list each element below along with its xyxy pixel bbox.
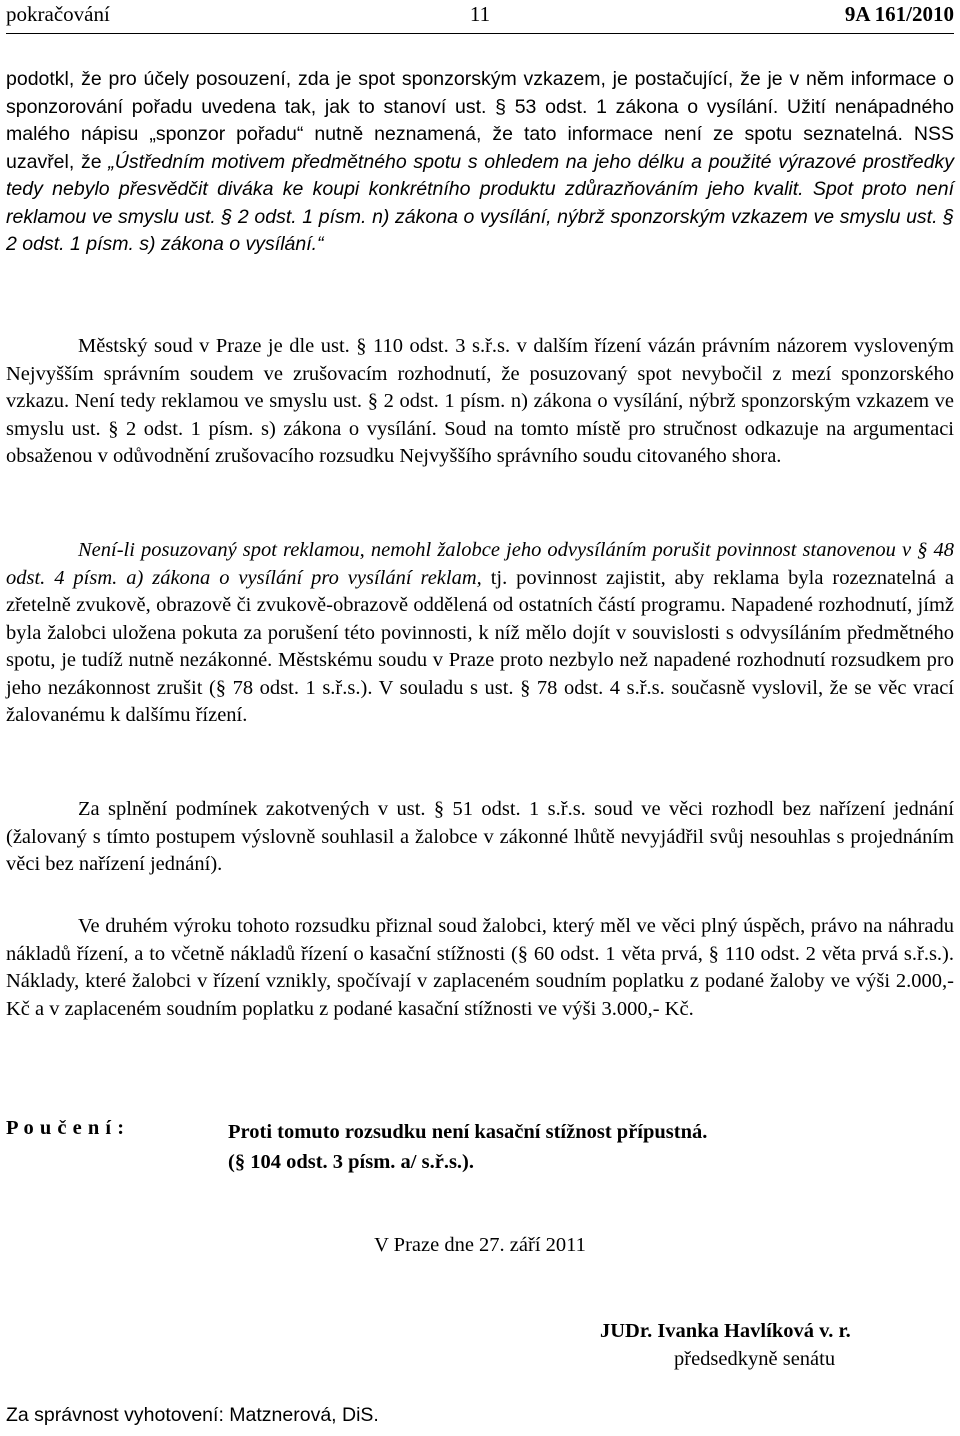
paragraph-bound-by-opinion: Městský soud v Praze je dle ust. § 110 odst. 3 s.ř.s. v dalším řízení vázán právním názorem vysloveným Nejvyšším správním soudem ve zrušovacím rozhodnutí, že posuzovaný spot nevybočil z mezí sponzorského vzkazu. Není tedy reklamou ve smyslu ust. § 2 odst. 1 písm. n) zákona o vysílání, nýbrž sponzorským vzkazem ve smyslu ust. § 2 odst. 1 písm. s) zákona o vysílání. Soud na tomto místě pro stručnost odkazuje na argumentaci obsaženou v odůvodnění zrušovacího rozsudku Nejvyššího správního soudu citovaného shora. bbox=[6, 335, 954, 467]
place-and-date: V Praze dne 27. září 2011 bbox=[374, 1234, 586, 1256]
judge-name: JUDr. Ivanka Havlíková v. r. bbox=[600, 1320, 851, 1342]
italic-statement: Není-li posuzovaný spot reklamou, nemohl žalobce jeho odvysíláním porušit povinnost stanovenou v § 48 odst. 4 písm. a) zákona o vysílání pro vysílání reklam, bbox=[6, 539, 954, 589]
instruction-text bbox=[228, 1117, 707, 1177]
page-header bbox=[6, 2, 954, 30]
paragraph-without-hearing: Za splnění podmínek zakotvených v ust. § 51 odst. 1 s.ř.s. soud ve věci rozhodl bez nařízení jednání (žalovaný s tímto postupem výslovně souhlasil a žalobce v zákonné lhůtě nevyjádřil svůj nesouhlas s projednáním věci bez nařízení jednání). bbox=[6, 798, 954, 875]
certification-footer: Za správnost vyhotovení: Matznerová, DiS. bbox=[6, 1404, 379, 1426]
continuation-label: pokračování bbox=[6, 2, 110, 26]
header-divider bbox=[6, 33, 954, 34]
annulment-reasoning: tj. povinnost zajistit, aby reklama byla rozeznatelná a zřetelně zvukově, obrazově či zvukově-obrazově oddělená od ostatních částí programu. Napadené rozhodnutí, jímž byla žalobci uložena pokuta za porušení této povinnosti, k níž mělo dojít v souvislosti s odvysíláním předmětného spotu, je tudíž nutně nezákonné. Městskému soudu v Praze proto nezbylo než napadené rozhodnutí rozsudkem pro jeho nezákonnost zrušit (§ 78 odst. 1 s.ř.s.). V souladu s ust. § 78 odst. 4 s.ř.s. současně vyslovil, že se věc vrací žalovanému k dalšímu řízení. bbox=[6, 566, 954, 726]
paragraph-costs: Ve druhém výroku tohoto rozsudku přiznal soud žalobci, který měl ve věci plný úspěch, právo na náhradu nákladů řízení, a to včetně nákladů řízení o kasační stížnosti (§ 60 odst. 1 věta prvá, § 110 odst. 2 věta prvá s.ř.s.). Náklady, které žalobci v řízení vznikly, spočívají v zaplaceném soudním poplatku z podané žaloby ve výši 2.000,- Kč a v zaplaceném soudním poplatku z podané kasační stížnosti ve výši 3.000,- Kč. bbox=[6, 915, 954, 1020]
nss-conclusion-intro: NSS uzavřel, že bbox=[6, 123, 954, 173]
instruction-label: P o u č e n í : bbox=[6, 1117, 125, 1139]
nss-quotation: „Ústředním motivem předmětného spotu s ohledem na jeho délku a použité výrazové prostředky tedy nebylo přesvědčit diváka ke koupi konkrétního produktu zdůrazňováním jeho kvalit. Spot proto není reklamou ve smyslu ust. § 2 odst. 1 písm. n) zákona o vysílání, nýbrž sponzorským vzkazem ve smyslu ust. § 2 odst. 1 písm. s) zákona o vysílání.“ bbox=[6, 150, 954, 255]
judge-role: předsedkyně senátu bbox=[674, 1348, 836, 1370]
instruction-line-2: (§ 104 odst. 3 písm. a/ s.ř.s.). bbox=[228, 1151, 475, 1173]
page-number: 11 bbox=[469, 2, 491, 26]
paragraph-not-advertisement bbox=[6, 537, 954, 730]
case-number: 9A 161/2010 bbox=[844, 2, 954, 26]
paragraph-nss-reasoning bbox=[6, 66, 954, 259]
nss-summary-text: podotkl, že pro účely posouzení, zda je spot sponzorským vzkazem, je postačující, že je v něm informace o sponzorování pořadu uvedena tak, jak to stanoví ust. § 53 odst. 1 zákona o vysílání. Užití nenápadného malého nápisu „sponzor pořadu“ nutně neznamená, že tato informace není ze spotu seznatelná. bbox=[6, 68, 954, 145]
instruction-line-1: Proti tomuto rozsudku není kasační stížnost přípustná. bbox=[228, 1121, 708, 1143]
